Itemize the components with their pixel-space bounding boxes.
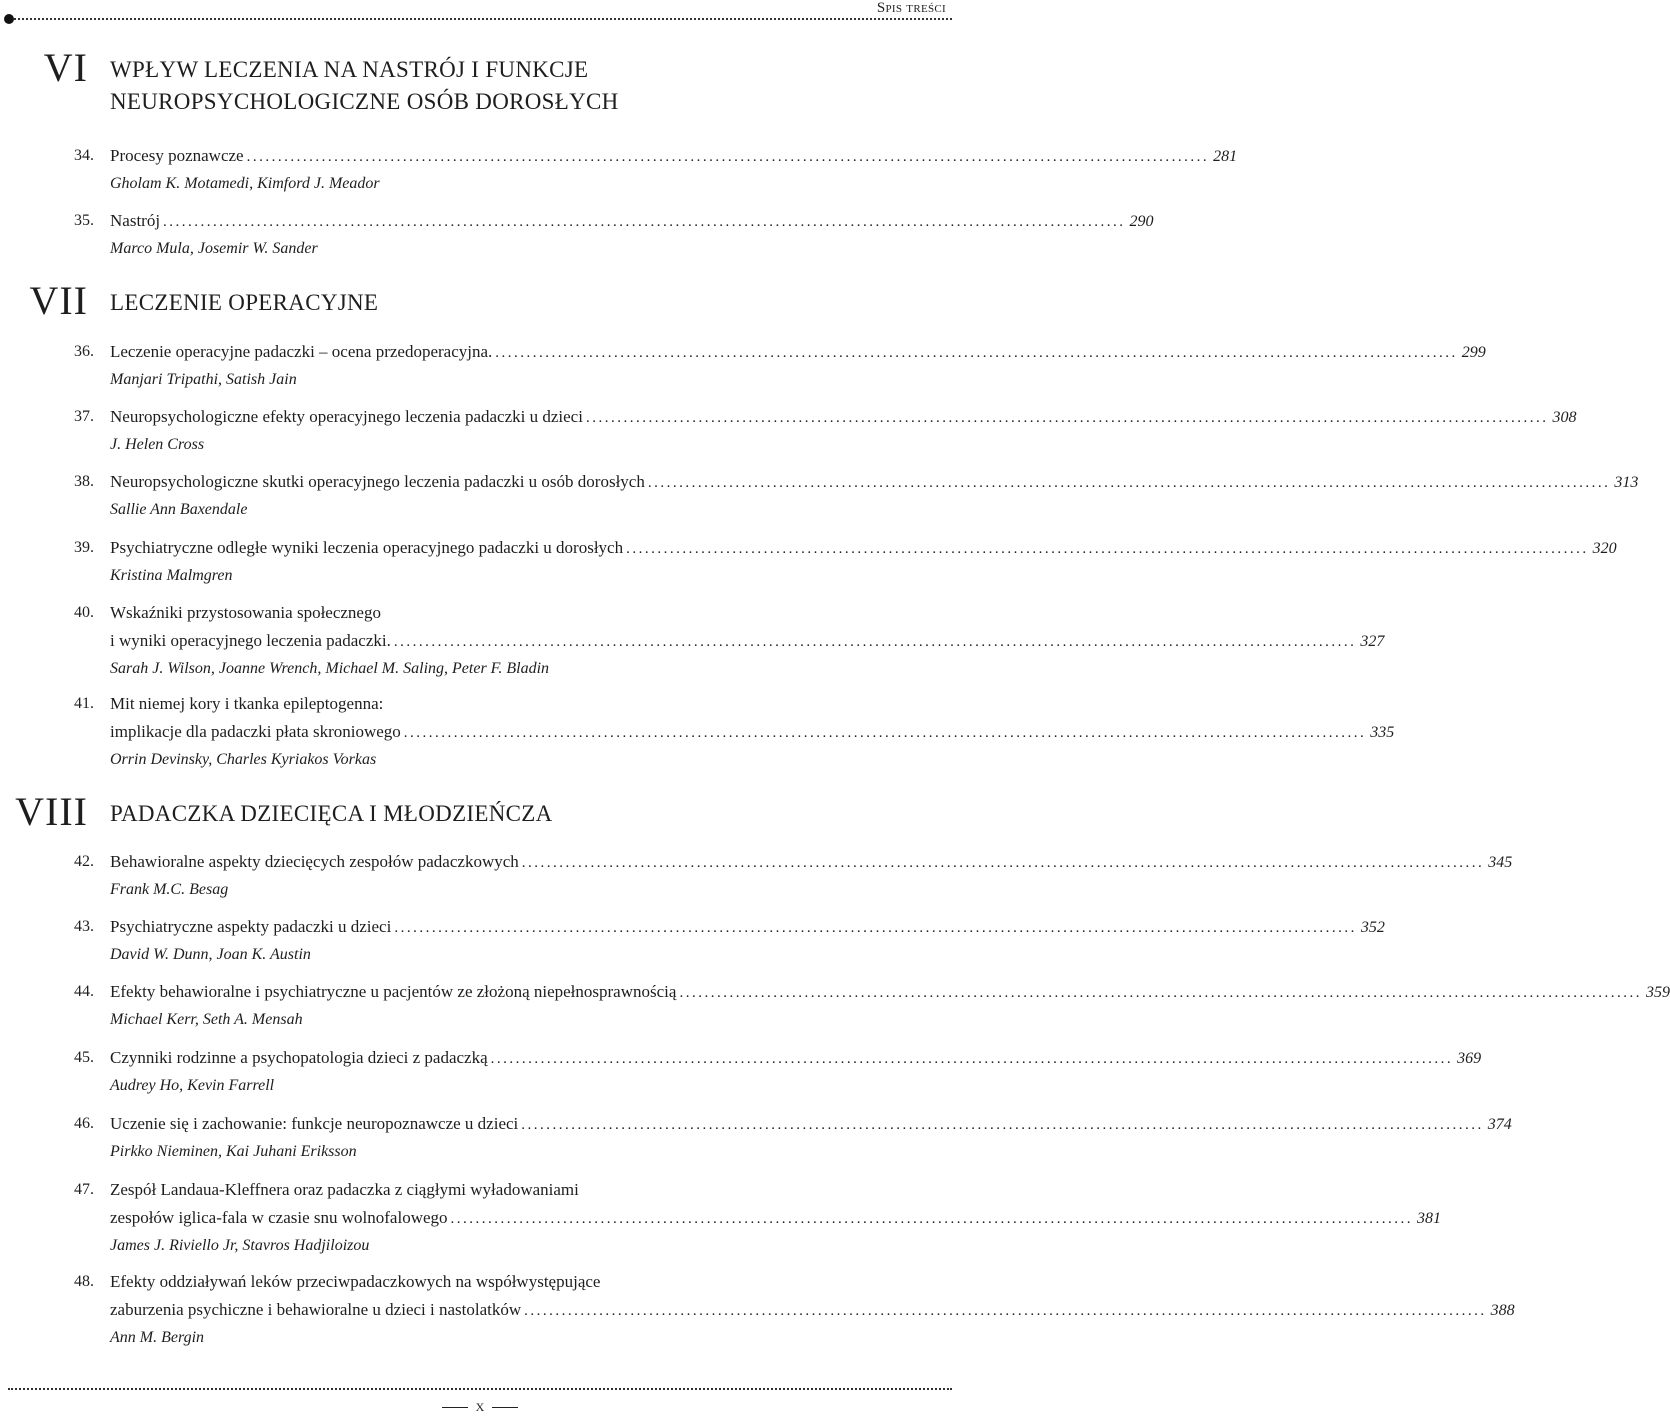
chapter-authors: Pirkko Nieminen, Kai Juhani Eriksson bbox=[110, 1143, 357, 1160]
page-ref: 335 bbox=[1370, 724, 1395, 741]
page-folio bbox=[0, 1396, 960, 1416]
chapter-title-text: zaburzenia psychiczne i behawioralne u dzieci i nastolatków bbox=[110, 1300, 522, 1319]
chapter-title-text: Neuropsychologiczne efekty operacyjnego leczenia padaczki u dzieci bbox=[110, 407, 583, 426]
chapter-authors: Manjari Tripathi, Satish Jain bbox=[110, 371, 297, 388]
chapter-title bbox=[110, 1296, 1515, 1325]
chapter-title-text: Leczenie operacyjne padaczki – ocena przedoperacyjna. bbox=[110, 342, 493, 361]
dot-leader: .......................................................................................................................................................... bbox=[521, 855, 1485, 871]
chapter-number: 39. bbox=[74, 539, 94, 556]
chapter-title-text: Psychiatryczne odległe wyniki leczenia operacyjnego padaczki u dorosłych bbox=[110, 538, 624, 557]
chapter-title bbox=[110, 338, 1486, 367]
chapter-title-text: Neuropsychologiczne skutki operacyjnego leczenia padaczki u osób dorosłych bbox=[110, 472, 645, 491]
chapter-authors: Audrey Ho, Kevin Farrell bbox=[110, 1077, 275, 1094]
chapter-title bbox=[110, 1044, 1482, 1073]
chapter-number: 34. bbox=[74, 147, 94, 164]
page-ref: 308 bbox=[1552, 409, 1577, 426]
chapter-authors: Ann M. Bergin bbox=[110, 1329, 205, 1346]
chapter-title-text: implikacje dla padaczki płata skroniowego bbox=[110, 722, 401, 741]
chapter-title-text: Behawioralne aspekty dziecięcych zespołów padaczkowych bbox=[110, 852, 519, 871]
page-ref: 352 bbox=[1360, 919, 1385, 936]
part-title bbox=[110, 54, 619, 118]
page-ref: 327 bbox=[1360, 633, 1385, 650]
chapter-title-line: Zespół Landaua-Kleffnera oraz padaczka z ciągłymi wyładowaniami bbox=[110, 1180, 579, 1199]
chapter-title bbox=[110, 534, 1617, 563]
dot-leader: .......................................................................................................................................................... bbox=[524, 1303, 1487, 1319]
chapter-number: 38. bbox=[74, 473, 94, 490]
chapter-number: 41. bbox=[74, 695, 94, 712]
chapter-title-line: Mit niemej kory i tkanka epileptogenna: bbox=[110, 694, 384, 713]
dot-leader: .......................................................................................................................................................... bbox=[585, 410, 1549, 426]
dot-leader: .......................................................................................................................................................... bbox=[626, 541, 1589, 557]
dot-leader: .......................................................................................................................................................... bbox=[647, 475, 1611, 491]
chapter-number: 43. bbox=[74, 918, 94, 935]
chapter-title bbox=[110, 978, 1670, 1007]
part-title bbox=[110, 798, 553, 830]
page-ref: 345 bbox=[1488, 854, 1513, 871]
part-title-line: PADACZKA DZIECIĘCA I MŁODZIEŃCZA bbox=[110, 801, 553, 826]
chapter-number: 36. bbox=[74, 343, 94, 360]
chapter-authors: Sarah J. Wilson, Joanne Wrench, Michael M. Saling, Peter F. Bladin bbox=[110, 660, 550, 677]
chapter-number: 35. bbox=[74, 212, 94, 229]
page-ref: 381 bbox=[1417, 1210, 1442, 1227]
part-number: VIII bbox=[15, 789, 88, 834]
chapter-number: 42. bbox=[74, 853, 94, 870]
chapter-title-line: Efekty oddziaływań leków przeciwpadaczkowych na współwystępujące bbox=[110, 1272, 601, 1291]
dot-leader: .......................................................................................................................................................... bbox=[246, 149, 1210, 165]
bullet-dot bbox=[4, 14, 14, 24]
chapter-title bbox=[110, 913, 1385, 942]
chapter-title bbox=[110, 848, 1513, 877]
chapter-authors: James J. Riviello Jr, Stavros Hadjiloizou bbox=[110, 1237, 370, 1254]
chapter-number: 47. bbox=[74, 1181, 94, 1198]
chapter-title-text: Efekty behawioralne i psychiatryczne u pacjentów ze złożoną niepełnosprawnością bbox=[110, 982, 677, 1001]
chapter-number: 45. bbox=[74, 1049, 94, 1066]
page-ref: 281 bbox=[1213, 148, 1238, 165]
chapter-number: 46. bbox=[74, 1115, 94, 1132]
chapter-title bbox=[110, 1110, 1512, 1139]
folio-dash bbox=[492, 1407, 518, 1408]
chapter-title-text: i wyniki operacyjnego leczenia padaczki. bbox=[110, 631, 391, 650]
page-ref: 299 bbox=[1461, 344, 1486, 361]
page-ref: 320 bbox=[1592, 540, 1617, 557]
part-title-line: LECZENIE OPERACYJNE bbox=[110, 290, 379, 315]
page-number: x bbox=[475, 1396, 485, 1415]
chapter-title-text: Czynniki rodzinne a psychopatologia dzieci z padaczką bbox=[110, 1048, 488, 1067]
chapter-number: 48. bbox=[74, 1273, 94, 1290]
top-rule bbox=[14, 18, 952, 20]
chapter-title-line: Wskaźniki przystosowania społecznego bbox=[110, 603, 381, 622]
chapter-authors: David W. Dunn, Joan K. Austin bbox=[110, 946, 311, 963]
dot-leader: .......................................................................................................................................................... bbox=[393, 634, 1357, 650]
bottom-rule bbox=[8, 1388, 952, 1390]
dot-leader: .......................................................................................................................................................... bbox=[521, 1117, 1484, 1133]
part-title-line: WPŁYW LECZENIA NA NASTRÓJ I FUNKCJE bbox=[110, 57, 589, 82]
chapter-title bbox=[110, 627, 1385, 656]
chapter-title bbox=[110, 468, 1639, 497]
dot-leader: .......................................................................................................................................................... bbox=[403, 725, 1367, 741]
dot-leader: .......................................................................................................................................................... bbox=[163, 214, 1126, 230]
page-ref: 290 bbox=[1129, 213, 1154, 230]
chapter-number: 40. bbox=[74, 604, 94, 621]
chapter-authors: Orrin Devinsky, Charles Kyriakos Vorkas bbox=[110, 751, 377, 768]
part-number: VII bbox=[29, 278, 88, 323]
dot-leader: .......................................................................................................................................................... bbox=[450, 1211, 1414, 1227]
chapter-title-text: Uczenie się i zachowanie: funkcje neuropoznawcze u dzieci bbox=[110, 1114, 519, 1133]
chapter-number: 37. bbox=[74, 408, 94, 425]
page-ref: 369 bbox=[1457, 1050, 1482, 1067]
chapter-authors: Marco Mula, Josemir W. Sander bbox=[110, 240, 318, 257]
chapter-title-text: Nastrój bbox=[110, 211, 161, 230]
chapter-title-text: zespołów iglica-fala w czasie snu wolnofalowego bbox=[110, 1208, 448, 1227]
chapter-number: 44. bbox=[74, 983, 94, 1000]
chapter-authors: Sallie Ann Baxendale bbox=[110, 501, 248, 518]
folio-dash bbox=[442, 1407, 468, 1408]
part-number: VI bbox=[43, 45, 88, 90]
page-ref: 388 bbox=[1490, 1302, 1515, 1319]
page-ref: 374 bbox=[1487, 1116, 1512, 1133]
chapter-title bbox=[110, 1204, 1442, 1233]
chapter-title bbox=[110, 142, 1238, 171]
chapter-title bbox=[110, 718, 1395, 747]
dot-leader: .......................................................................................................................................................... bbox=[490, 1051, 1454, 1067]
chapter-authors: J. Helen Cross bbox=[110, 436, 205, 453]
page-ref: 313 bbox=[1614, 474, 1639, 491]
chapter-title bbox=[110, 207, 1154, 236]
dot-leader: .......................................................................................................................................................... bbox=[679, 985, 1642, 1001]
chapter-title-text: Psychiatryczne aspekty padaczki u dzieci bbox=[110, 917, 392, 936]
chapter-authors: Michael Kerr, Seth A. Mensah bbox=[110, 1011, 303, 1028]
chapter-authors: Frank M.C. Besag bbox=[110, 881, 229, 898]
dot-leader: .......................................................................................................................................................... bbox=[394, 920, 1357, 936]
chapter-title bbox=[110, 403, 1577, 432]
page-ref: 359 bbox=[1645, 984, 1670, 1001]
part-title bbox=[110, 287, 378, 319]
chapter-title-text: Procesy poznawcze bbox=[110, 146, 244, 165]
chapter-authors: Kristina Malmgren bbox=[110, 567, 233, 584]
part-title-line: NEUROPSYCHOLOGICZNE OSÓB DOROSŁYCH bbox=[110, 89, 619, 114]
running-head: Spis treści bbox=[876, 0, 946, 16]
dot-leader: .......................................................................................................................................................... bbox=[495, 345, 1458, 361]
chapter-authors: Gholam K. Motamedi, Kimford J. Meador bbox=[110, 175, 380, 192]
